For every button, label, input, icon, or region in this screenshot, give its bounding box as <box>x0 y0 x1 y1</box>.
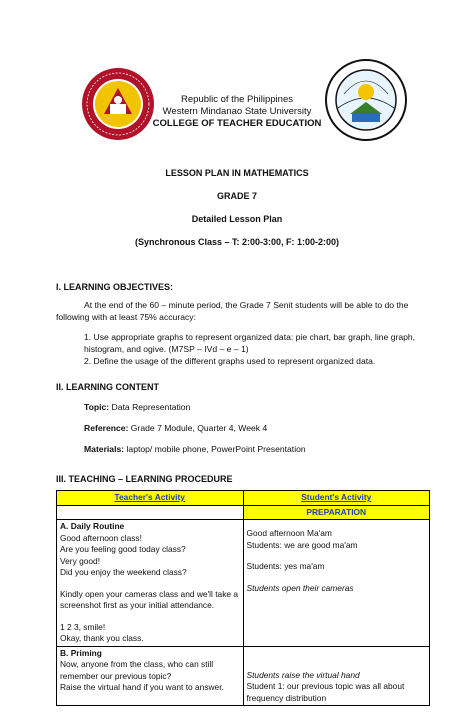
routine-s2: Students: we are good ma'am <box>246 539 358 550</box>
priming-teacher-cell <box>57 646 244 706</box>
priming-student-cell <box>243 646 430 706</box>
objective-1: 1. Use appropriate graphs to represent organized data: pie chart, bar graph, line graph, histogram, and ogive. (M7SP – IVd – e – 1) <box>84 332 416 354</box>
topic-label: Topic: <box>84 402 110 412</box>
procedure-heading: III. TEACHING – LEARNING PROCEDURE <box>56 474 233 484</box>
reference-line <box>84 423 267 433</box>
header-republic: Republic of the Philippines <box>181 94 293 105</box>
reference-value: Grade 7 Module, Quarter 4, Week 4 <box>128 423 268 433</box>
priming-t1: Now, anyone from the class, who can still remember our previous topic? <box>60 659 214 681</box>
topic-value: Data Representation <box>109 402 191 412</box>
routine-t5: Kindly open your cameras class and we'll take a screenshot first as your initial attendance. <box>60 588 239 610</box>
student-activity-header: Student's Activity <box>243 491 430 506</box>
header-college: COLLEGE OF TEACHER EDUCATION <box>152 118 322 129</box>
routine-t1: Good afternoon class! <box>60 532 142 543</box>
routine-teacher-cell <box>57 520 244 647</box>
routine-s1: Good afternoon Ma'am <box>246 528 332 538</box>
objectives-heading: I. LEARNING OBJECTIVES: <box>56 282 174 292</box>
routine-t3: Very good! <box>60 555 101 566</box>
schedule-title: (Synchronous Class – T: 2:00-3:00, F: 1:00-2:00) <box>134 237 340 247</box>
teacher-activity-header: Teacher's Activity <box>57 491 244 506</box>
header-university: Western Mindanao State University <box>162 106 312 117</box>
routine-t7: Okay, thank you class. <box>60 633 144 643</box>
routine-title: A. Daily Routine <box>60 521 125 531</box>
table-row <box>57 520 430 647</box>
routine-s3: Students: yes ma'am <box>246 561 325 571</box>
materials-value: laptop/ mobile phone, PowerPoint Presentation <box>124 444 306 454</box>
routine-t4: Did you enjoy the weekend class? <box>60 567 187 577</box>
plan-type-title: Detailed Lesson Plan <box>191 214 283 224</box>
reference-label: Reference: <box>84 423 129 433</box>
materials-line <box>84 444 306 454</box>
routine-student-cell <box>243 520 430 647</box>
materials-label: Materials: <box>84 444 125 454</box>
priming-t2: Raise the virtual hand if you want to answer. <box>60 682 224 692</box>
procedure-table <box>56 490 430 706</box>
table-header-row <box>57 491 430 506</box>
content-heading: II. LEARNING CONTENT <box>56 382 159 392</box>
priming-s1: Students raise the virtual hand <box>246 669 360 680</box>
objective-2: 2. Define the usage of the different graphs used to represent organized data. <box>84 356 376 366</box>
routine-s4: Students open their cameras <box>246 582 354 593</box>
preparation-row <box>57 505 430 520</box>
preparation-label: PREPARATION <box>243 505 430 520</box>
routine-t2: Are you feeling good today class? <box>60 544 186 554</box>
priming-s2: Student 1: our previous topic was all about frequency distribution <box>246 681 405 703</box>
topic-line <box>84 402 190 412</box>
priming-title: B. Priming <box>60 647 102 658</box>
grade-title: GRADE 7 <box>216 191 257 201</box>
lesson-plan-title: LESSON PLAN IN MATHEMATICS <box>165 168 309 178</box>
table-row <box>57 646 430 706</box>
objectives-intro: At the end of the 60 – minute period, the Grade 7 Senit students will be able to do the following with at least 75% accuracy: <box>56 300 409 322</box>
routine-t6: 1 2 3, smile! <box>60 621 106 632</box>
